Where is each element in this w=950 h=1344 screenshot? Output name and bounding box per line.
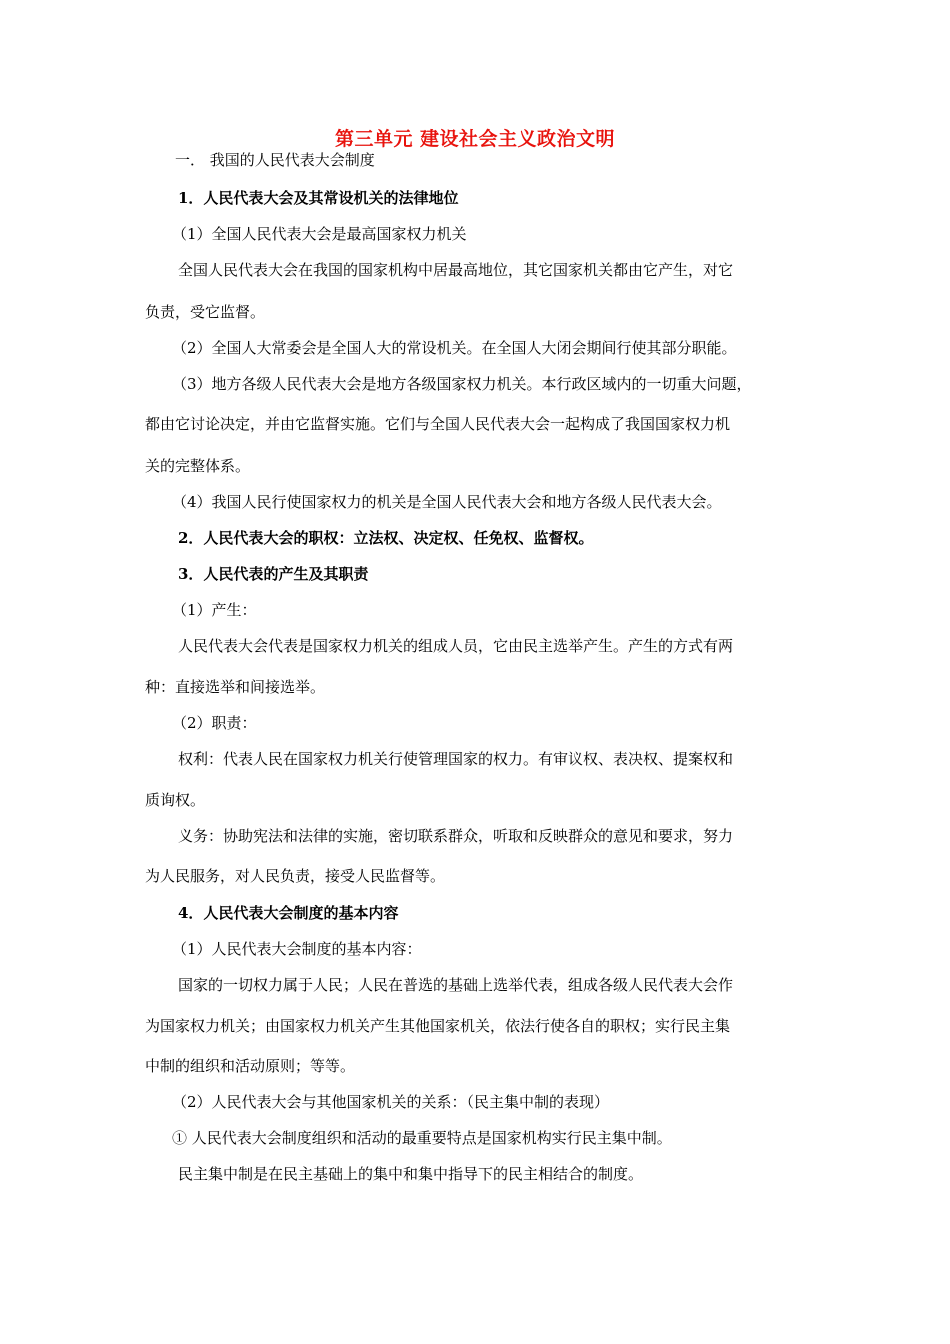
paragraph-line: 都由它讨论决定，并由它监督实施。它们与全国人民代表大会一起构成了我国国家权力机 xyxy=(145,415,731,433)
paragraph-line: （2）人民代表大会与其他国家机关的关系：（民主集中制的表现） xyxy=(172,1093,610,1111)
paragraph-line: 质询权。 xyxy=(145,791,206,809)
subsection-heading: 4．人民代表大会制度的基本内容 xyxy=(178,904,399,922)
paragraph-line: 民主集中制是在民主基础上的集中和集中指导下的民主相结合的制度。 xyxy=(178,1165,644,1183)
paragraph-line: 全国人民代表大会在我国的国家机构中居最高地位，其它国家机关都由它产生，对它 xyxy=(178,261,734,279)
paragraph-line: 为人民服务，对人民负责，接受人民监督等。 xyxy=(145,867,446,885)
paragraph-line: 权利：代表人民在国家权力机关行使管理国家的权力。有审议权、表决权、提案权和 xyxy=(178,750,734,768)
paragraph-line: 人民代表大会代表是国家权力机关的组成人员，它由民主选举产生。产生的方式有两 xyxy=(178,637,734,655)
paragraph-line: （1）产生： xyxy=(172,601,257,619)
paragraph-line: （1）全国人民代表大会是最高国家权力机关 xyxy=(172,225,467,243)
paragraph-line: 中制的组织和活动原则；等等。 xyxy=(145,1057,356,1075)
subsection-heading: 1．人民代表大会及其常设机关的法律地位 xyxy=(178,189,459,207)
paragraph-line: ① 人民代表大会制度组织和活动的最重要特点是国家机构实行民主集中制。 xyxy=(172,1129,672,1147)
subsection-heading: 2．人民代表大会的职权：立法权、决定权、任免权、监督权。 xyxy=(178,529,594,547)
paragraph-line: 种：直接选举和间接选举。 xyxy=(145,678,326,696)
subsection-heading: 3．人民代表的产生及其职责 xyxy=(178,565,369,583)
section-heading: 一． 我国的人民代表大会制度 xyxy=(175,151,375,169)
paragraph-line: （4）我国人民行使国家权力的机关是全国人民代表大会和地方各级人民代表大会。 xyxy=(172,493,722,511)
paragraph-line: 国家的一切权力属于人民；人民在普选的基础上选举代表，组成各级人民代表大会作 xyxy=(178,976,734,994)
paragraph-line: 义务：协助宪法和法律的实施，密切联系群众，听取和反映群众的意见和要求，努力 xyxy=(178,827,734,845)
paragraph-line: 关的完整体系。 xyxy=(145,457,251,475)
paragraph-line: （1）人民代表大会制度的基本内容： xyxy=(172,940,422,958)
paragraph-line: 负责，受它监督。 xyxy=(145,303,266,321)
paragraph-line: 为国家权力机关；由国家权力机关产生其他国家机关，依法行使各自的职权；实行民主集 xyxy=(145,1017,731,1035)
page-title: 第三单元 建设社会主义政治文明 xyxy=(334,128,616,150)
paragraph-line: （2）全国人大常委会是全国人大的常设机关。在全国人大闭会期间行使其部分职能。 xyxy=(172,339,737,357)
paragraph-line: （2）职责： xyxy=(172,714,257,732)
paragraph-line: （3）地方各级人民代表大会是地方各级国家权力机关。本行政区域内的一切重大问题， xyxy=(172,375,752,393)
